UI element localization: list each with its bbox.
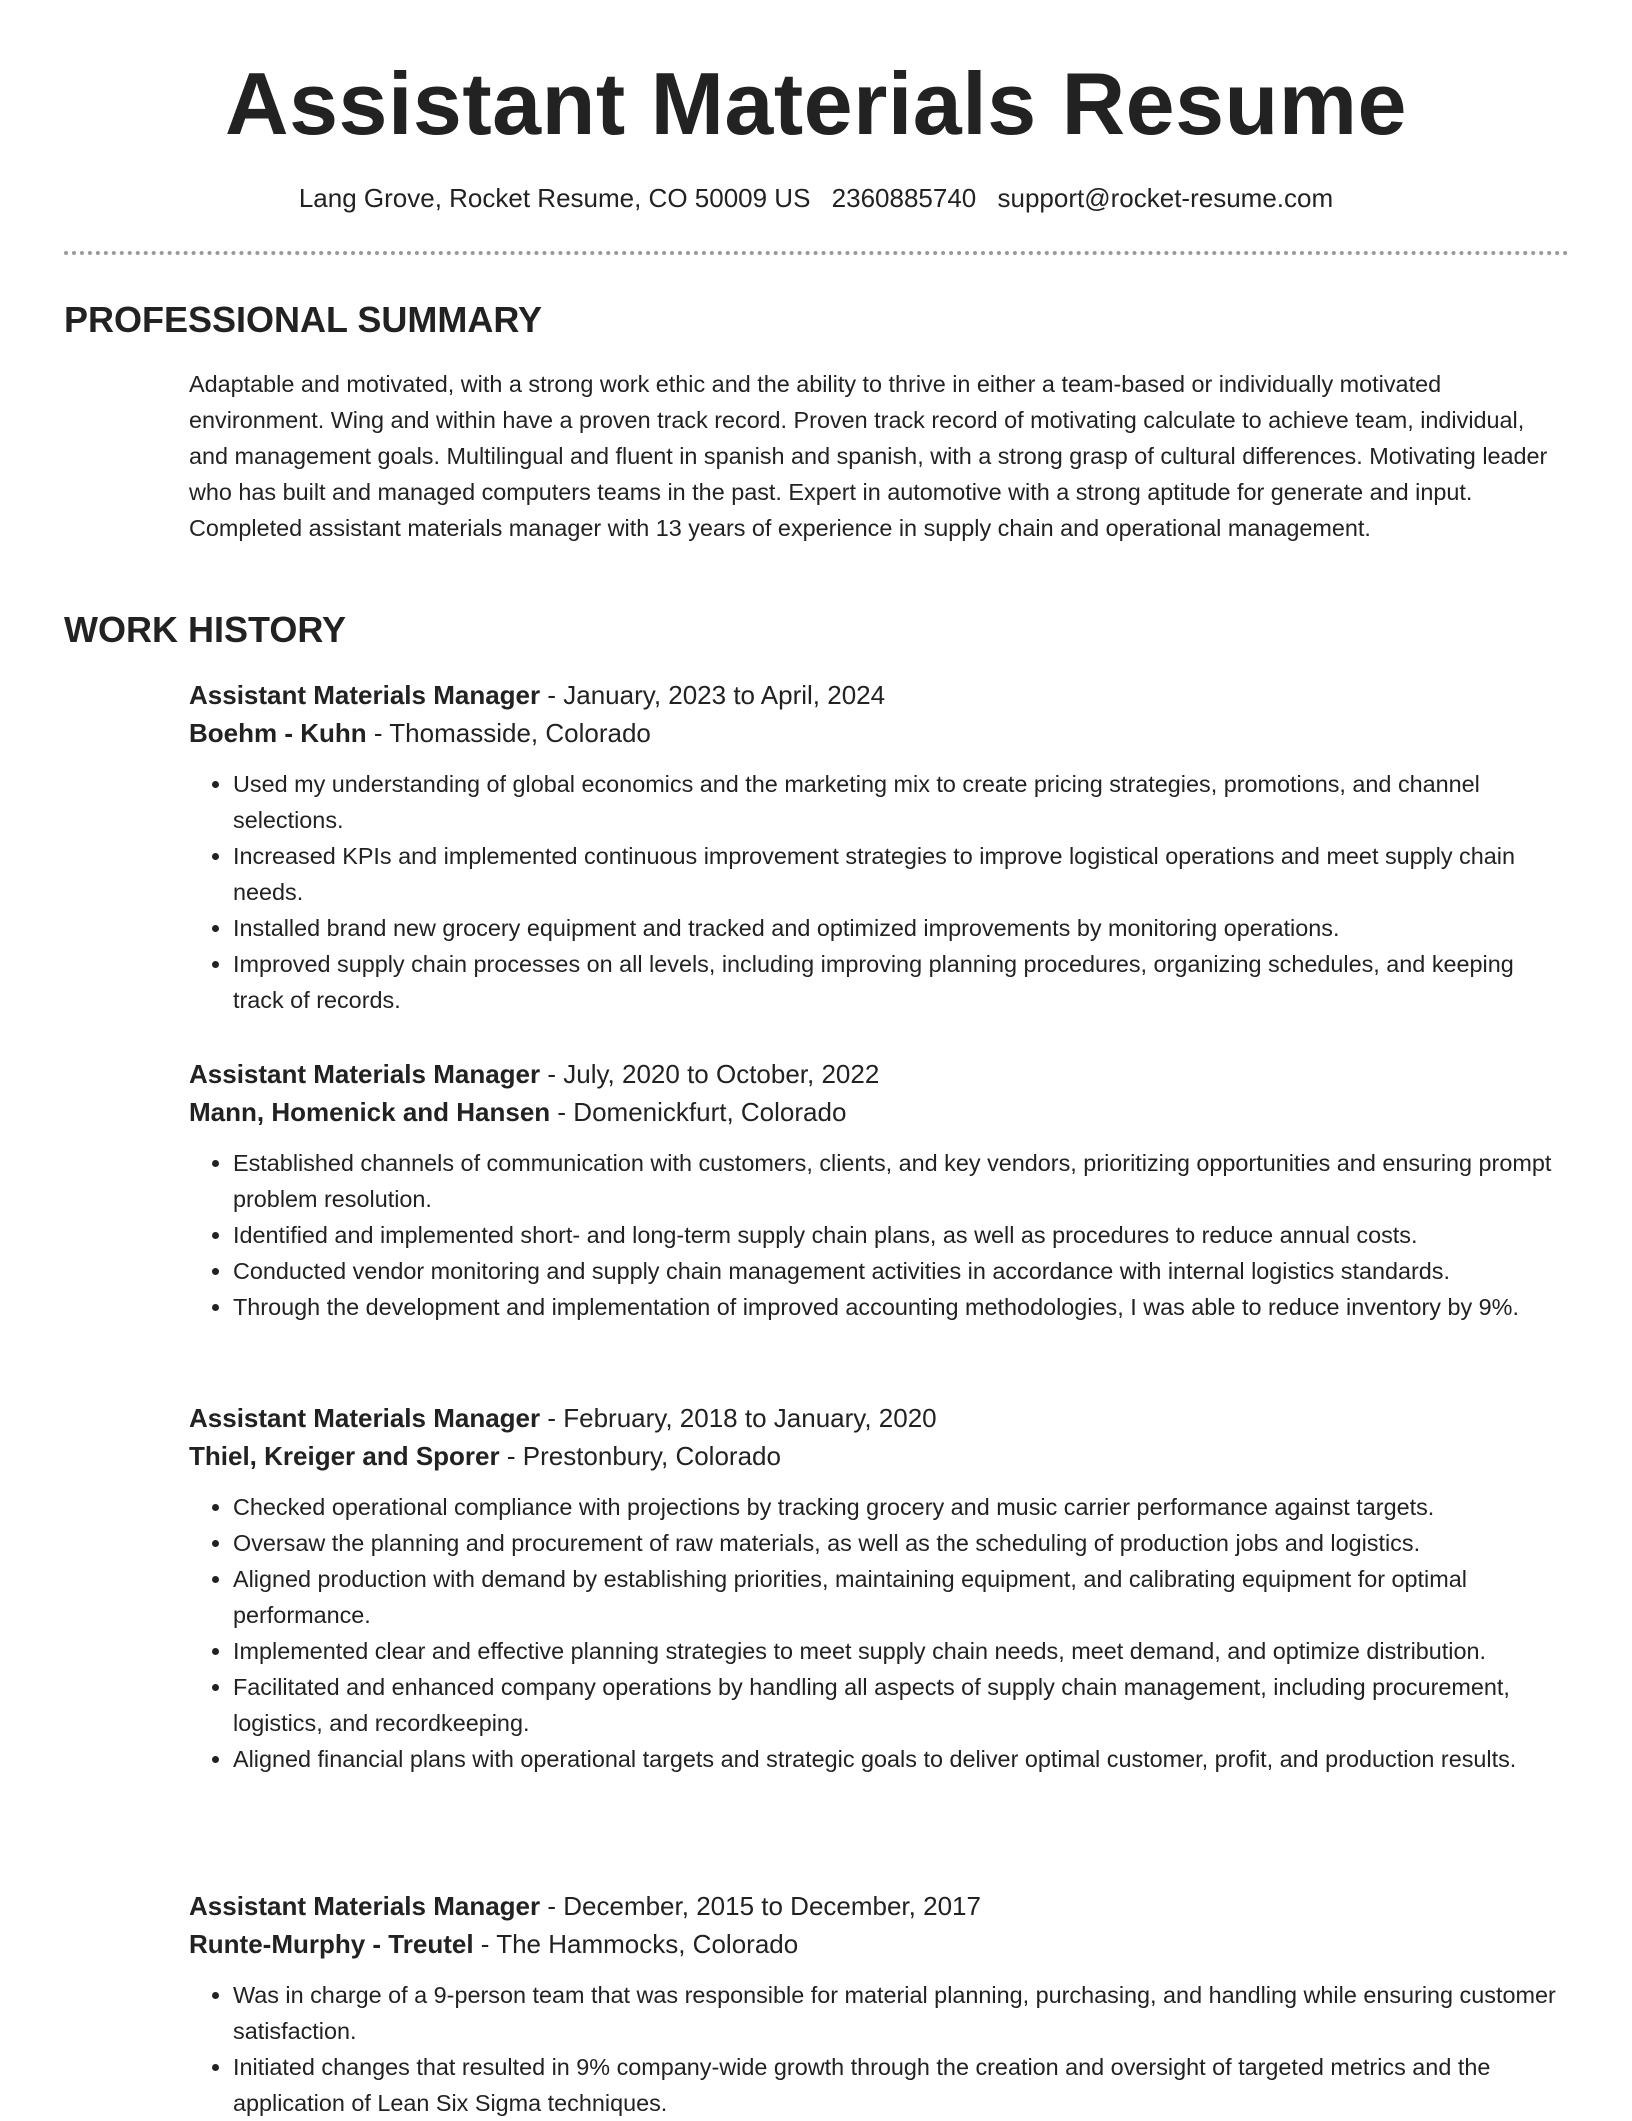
job-bullet: • Conducted vendor monitoring and supply chain management activities in accordance with internal logistics standards. (233, 1253, 1569, 1289)
job-bullets (189, 1489, 1569, 1777)
work-history-heading: WORK HISTORY (64, 609, 347, 650)
job-title: Assistant Materials Manager (189, 680, 541, 710)
contact-address: Lang Grove, Rocket Resume, CO 50009 US (298, 183, 811, 213)
resume-title: Assistant Materials Resume (225, 54, 1407, 153)
job-bullet: • Aligned financial plans with operational targets and strategic goals to deliver optimal customer, profit, and production results. (233, 1741, 1569, 1777)
job-entry (189, 1055, 1569, 1325)
job-title: Assistant Materials Manager (189, 1059, 541, 1089)
job-location: - Thomasside, Colorado (366, 718, 651, 748)
job-bullet: • Installed brand new grocery equipment and tracked and optimized improvements by monitoring operations. (233, 910, 1569, 946)
job-dates: - January, 2023 to April, 2024 (540, 680, 886, 710)
job-bullet: • Was in charge of a 9-person team that was responsible for material planning, purchasing, and handling while ensuring customer satisfaction. (233, 1977, 1569, 2049)
job-location: - Prestonbury, Colorado (499, 1441, 781, 1471)
job-company: Runte-Murphy - Treutel (189, 1929, 474, 1959)
job-bullet: • Established channels of communication with customers, clients, and key vendors, prioritizing opportunities and ensuring prompt problem resolution. (233, 1145, 1569, 1217)
job-title-line (189, 1399, 1569, 1437)
contact-email: support@rocket-resume.com (997, 183, 1334, 213)
job-company: Mann, Homenick and Hansen (189, 1097, 551, 1127)
job-bullet: • Oversaw the planning and procurement of raw materials, as well as the scheduling of production jobs and logistics. (233, 1525, 1569, 1561)
job-bullets (189, 1145, 1569, 1325)
contact-phone: 2360885740 (831, 183, 977, 213)
job-title-line (189, 676, 1569, 714)
job-company-line (189, 1437, 1569, 1475)
job-bullet: • Implemented clear and effective planning strategies to meet supply chain needs, meet demand, and optimize distribution. (233, 1633, 1569, 1669)
job-location: - Domenickfurt, Colorado (550, 1097, 847, 1127)
job-bullet: • Identified and implemented short- and long-term supply chain plans, as well as procedures to reduce annual costs. (233, 1217, 1569, 1253)
job-company-line (189, 1925, 1569, 1963)
job-bullet: • Through the development and implementation of improved accounting methodologies, I was able to reduce inventory by 9%. (233, 1289, 1569, 1325)
job-bullet: • Aligned production with demand by establishing priorities, maintaining equipment, and calibrating equipment for optimal performance. (233, 1561, 1569, 1633)
job-dates: - December, 2015 to December, 2017 (540, 1891, 981, 1921)
job-bullet: • Improved supply chain processes on all levels, including improving planning procedures, organizing schedules, and keeping track of records. (233, 946, 1569, 1018)
professional-summary-text: Adaptable and motivated, with a strong work ethic and the ability to thrive in either a team-based or individually motivated environment. Wing and within have a proven track record. Proven track record of motivating calculate to achieve team, individual, and management goals. Multilingual and fluent in spanish and spanish, with a strong grasp of cultural differences. Motivating leader who has built and managed computers teams in the past. Expert in automotive with a strong aptitude for generate and input. Completed assistant materials manager with 13 years of experience in supply chain and operational management. (189, 371, 1548, 541)
job-bullet: • Checked operational compliance with projections by tracking grocery and music carrier performance against targets. (233, 1489, 1569, 1525)
contact-line (0, 180, 1632, 216)
job-company: Boehm - Kuhn (189, 718, 367, 748)
job-company-line (189, 714, 1569, 752)
job-title-line (189, 1055, 1569, 1093)
job-dates: - July, 2020 to October, 2022 (540, 1059, 880, 1089)
job-company-line (189, 1093, 1569, 1131)
job-location: - The Hammocks, Colorado (473, 1929, 799, 1959)
job-title-line (189, 1887, 1569, 1925)
job-bullets (189, 1977, 1569, 2121)
job-bullets (189, 766, 1569, 1018)
job-title: Assistant Materials Manager (189, 1891, 541, 1921)
job-dates: - February, 2018 to January, 2020 (540, 1403, 937, 1433)
job-bullet: • Initiated changes that resulted in 9% company-wide growth through the creation and oversight of targeted metrics and the application of Lean Six Sigma techniques. (233, 2049, 1569, 2121)
job-bullet: • Used my understanding of global economics and the marketing mix to create pricing strategies, promotions, and channel selections. (233, 766, 1569, 838)
professional-summary-heading: PROFESSIONAL SUMMARY (64, 299, 543, 340)
job-entry (189, 1887, 1569, 2121)
job-bullet: • Increased KPIs and implemented continuous improvement strategies to improve logistical operations and meet supply chain needs. (233, 838, 1569, 910)
job-bullet: • Facilitated and enhanced company operations by handling all aspects of supply chain management, including procurement, logistics, and recordkeeping. (233, 1669, 1569, 1741)
job-entry (189, 1399, 1569, 1777)
header-divider (64, 251, 1569, 255)
job-company: Thiel, Kreiger and Sporer (189, 1441, 500, 1471)
job-title: Assistant Materials Manager (189, 1403, 541, 1433)
job-entry (189, 676, 1569, 1018)
